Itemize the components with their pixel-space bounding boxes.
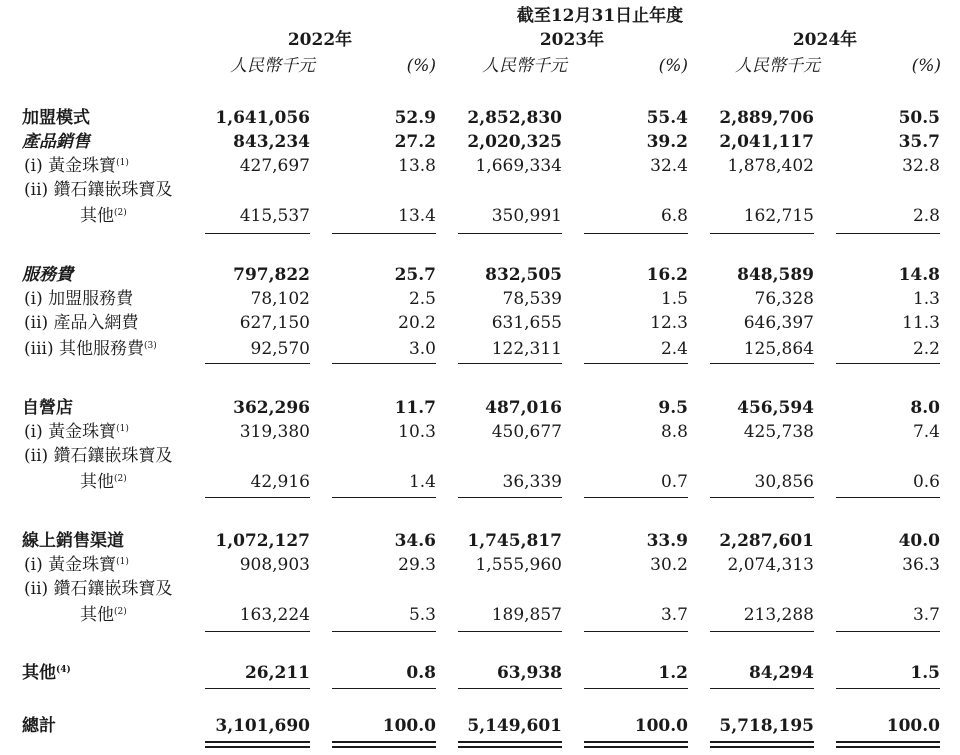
amount-cell: 487,016 [485,398,562,418]
percent-cell: 13.8 [398,156,436,176]
subtotal-line [710,631,814,632]
amount-cell: 427,697 [239,156,310,176]
amount-cell: 163,224 [239,605,310,625]
percent-cell: 50.5 [898,108,940,128]
percent-cell: 8.0 [910,398,940,418]
percent-cell: 35.7 [898,132,940,152]
percent-cell: 1.3 [912,289,940,309]
row-label-text: (i) 加盟服務費 [24,289,134,309]
percent-cell: 1.5 [660,289,688,309]
total-double-line [710,746,814,748]
amount-cell: 125,864 [743,339,814,359]
amount-cell: 162,715 [743,206,814,226]
amount-cell: 2,852,830 [467,108,562,128]
amount-cell: 189,857 [491,605,562,625]
unit-2023: 人民幣千元 [482,56,567,76]
row-label-text: (ii) 鑽石鑲嵌珠寶及 [24,446,173,466]
amount-cell: 122,311 [491,339,562,359]
subtotal-line [584,631,688,632]
amount-cell: 319,380 [239,422,310,442]
percent-cell: 5.3 [408,605,436,625]
pct-2023: (%) [658,56,688,76]
row-label-text: (iii) 其他服務費 [24,339,144,359]
amount-cell: 362,296 [233,398,310,418]
amount-cell: 76,328 [754,289,814,309]
percent-cell: 20.2 [398,313,436,333]
row-label-text: 服務費 [22,265,73,285]
row-label-text: (i) 黃金珠寶 [24,422,117,442]
amount-cell: 36,339 [502,472,562,492]
percent-cell: 34.6 [394,531,436,551]
amount-cell: 456,594 [737,398,814,418]
amount-cell: 92,570 [250,339,310,359]
row-label-online-gold [24,555,129,575]
percent-cell: 1.4 [408,472,436,492]
amount-cell: 2,889,706 [719,108,814,128]
row-label-product-sales [22,132,90,152]
row-label-other-service [24,339,157,359]
percent-cell: 100.0 [634,716,688,736]
amount-cell: 213,288 [743,605,814,625]
percent-cell: 0.8 [406,663,436,683]
subtotal-line [205,631,310,632]
subtotal-line [584,688,688,689]
percent-cell: 100.0 [886,716,940,736]
total-double-line [458,741,562,743]
percent-cell: 100.0 [382,716,436,736]
percent-cell: 13.4 [398,206,436,226]
amount-cell: 646,397 [743,313,814,333]
row-label-total [22,716,56,736]
pct-2022: (%) [406,56,436,76]
percent-cell: 16.2 [646,265,688,285]
subtotal-line [836,688,940,689]
subtotal-line [710,497,814,498]
row-label-franchise-service [24,289,133,309]
row-label-text: (ii) 鑽石鑲嵌珠寶及 [24,180,173,200]
total-double-line [710,741,814,743]
percent-cell: 1.2 [658,663,688,683]
percent-cell: 9.5 [658,398,688,418]
percent-cell: 40.0 [898,531,940,551]
amount-cell: 843,234 [233,132,310,152]
amount-cell: 908,903 [239,555,310,575]
amount-cell: 2,074,313 [727,555,814,575]
amount-cell: 1,641,056 [215,108,310,128]
subtotal-line [710,363,814,364]
percent-cell: 11.7 [394,398,436,418]
amount-cell: 627,150 [239,313,310,333]
subtotal-line [458,363,562,364]
footnote-marker: (3) [143,341,157,351]
percent-cell: 11.3 [902,313,940,333]
subtotal-line [458,233,562,234]
row-label-text: 其他 [22,663,56,683]
row-label-self-gold [24,422,129,442]
percent-cell: 29.3 [398,555,436,575]
percent-cell: 3.0 [408,339,436,359]
percent-cell: 32.4 [650,156,688,176]
percent-cell: 55.4 [646,108,688,128]
subtotal-line [458,497,562,498]
percent-cell: 2.4 [660,339,688,359]
footnote-marker: (4) [56,665,71,675]
subtotal-line [458,631,562,632]
subtotal-line [332,363,436,364]
subtotal-line [205,363,310,364]
total-double-line [205,741,310,743]
row-label-product-network [24,313,139,333]
total-double-line [458,746,562,748]
amount-cell: 350,991 [491,206,562,226]
percent-cell: 36.3 [902,555,940,575]
row-label-franchise-diamond-other [80,206,127,226]
row-label-online-diamond [24,579,173,599]
percent-cell: 8.8 [660,422,688,442]
subtotal-line [332,233,436,234]
percent-cell: 39.2 [646,132,688,152]
total-double-line [332,746,436,748]
row-label-franchise [22,108,90,128]
amount-cell: 832,505 [485,265,562,285]
subtotal-line [332,631,436,632]
amount-cell: 5,149,601 [467,716,562,736]
subtotal-line [205,497,310,498]
percent-cell: 6.8 [660,206,688,226]
amount-cell: 2,020,325 [467,132,562,152]
row-label-text: 其他 [80,206,114,226]
row-label-self-diamond [24,446,173,466]
unit-2022: 人民幣千元 [230,56,315,76]
year-2024-header: 2024年 [792,30,858,50]
amount-cell: 30,856 [754,472,814,492]
percent-cell: 0.6 [912,472,940,492]
row-label-others [22,663,71,683]
footnote-marker: (2) [114,607,127,617]
total-double-line [205,746,310,748]
subtotal-line [205,688,310,689]
year-2022-header: 2022年 [287,30,353,50]
row-label-online-diamond-other [80,605,127,625]
percent-cell: 25.7 [394,265,436,285]
amount-cell: 425,738 [743,422,814,442]
percent-cell: 30.2 [650,555,688,575]
row-label-text: 線上銷售渠道 [22,531,124,551]
amount-cell: 63,938 [496,663,562,683]
subtotal-line [836,233,940,234]
percent-cell: 32.8 [902,156,940,176]
percent-cell: 10.3 [398,422,436,442]
footnote-marker: (1) [116,158,129,168]
row-label-franchise-diamond [24,180,173,200]
subtotal-line [584,363,688,364]
subtotal-line [332,497,436,498]
row-label-text: 加盟模式 [22,108,90,128]
amount-cell: 1,072,127 [215,531,310,551]
total-double-line [836,746,940,748]
amount-cell: 5,718,195 [719,716,814,736]
total-double-line [584,741,688,743]
amount-cell: 797,822 [233,265,310,285]
amount-cell: 78,102 [250,289,310,309]
amount-cell: 78,539 [502,289,562,309]
percent-cell: 2.5 [408,289,436,309]
row-label-franchise-gold [24,156,129,176]
amount-cell: 450,677 [491,422,562,442]
period-header: 截至12月31日止年度 [516,6,684,26]
percent-cell: 33.9 [646,531,688,551]
amount-cell: 42,916 [250,472,310,492]
total-double-line [584,746,688,748]
subtotal-line [584,233,688,234]
footnote-marker: (2) [114,474,127,484]
row-label-online [22,531,124,551]
amount-cell: 631,655 [491,313,562,333]
subtotal-line [205,233,310,234]
percent-cell: 12.3 [650,313,688,333]
subtotal-line [332,688,436,689]
percent-cell: 3.7 [660,605,688,625]
subtotal-line [710,688,814,689]
unit-2024: 人民幣千元 [735,56,820,76]
amount-cell: 84,294 [748,663,814,683]
percent-cell: 3.7 [912,605,940,625]
row-label-service-fee [22,265,73,285]
amount-cell: 2,041,117 [719,132,814,152]
row-label-text: (ii) 鑽石鑲嵌珠寶及 [24,579,173,599]
amount-cell: 2,287,601 [719,531,814,551]
subtotal-line [836,497,940,498]
amount-cell: 1,745,817 [467,531,562,551]
row-label-text: 其他 [80,472,114,492]
amount-cell: 415,537 [239,206,310,226]
row-label-text: (i) 黃金珠寶 [24,555,117,575]
row-label-text: (i) 黃金珠寶 [24,156,117,176]
percent-cell: 7.4 [912,422,940,442]
percent-cell: 1.5 [910,663,940,683]
amount-cell: 848,589 [737,265,814,285]
subtotal-line [836,631,940,632]
footnote-marker: (2) [114,208,127,218]
footnote-marker: (1) [116,424,129,434]
amount-cell: 1,878,402 [727,156,814,176]
percent-cell: 0.7 [660,472,688,492]
amount-cell: 1,555,960 [475,555,562,575]
row-label-text: 產品銷售 [22,132,90,152]
year-2023-header: 2023年 [539,30,605,50]
footnote-marker: (1) [116,557,129,567]
subtotal-line [584,497,688,498]
row-label-text: 其他 [80,605,114,625]
subtotal-line [836,363,940,364]
row-label-text: 總計 [22,716,56,736]
row-label-text: 自營店 [22,398,73,418]
total-double-line [332,741,436,743]
percent-cell: 52.9 [394,108,436,128]
percent-cell: 14.8 [898,265,940,285]
row-label-self-operated [22,398,73,418]
subtotal-line [458,688,562,689]
pct-2024: (%) [911,56,941,76]
subtotal-line [710,233,814,234]
total-double-line [836,741,940,743]
row-label-text: (ii) 產品入網費 [24,313,139,333]
amount-cell: 1,669,334 [475,156,562,176]
percent-cell: 2.2 [912,339,940,359]
row-label-self-diamond-other [80,472,127,492]
amount-cell: 3,101,690 [215,716,310,736]
percent-cell: 27.2 [394,132,436,152]
amount-cell: 26,211 [244,663,310,683]
percent-cell: 2.8 [912,206,940,226]
